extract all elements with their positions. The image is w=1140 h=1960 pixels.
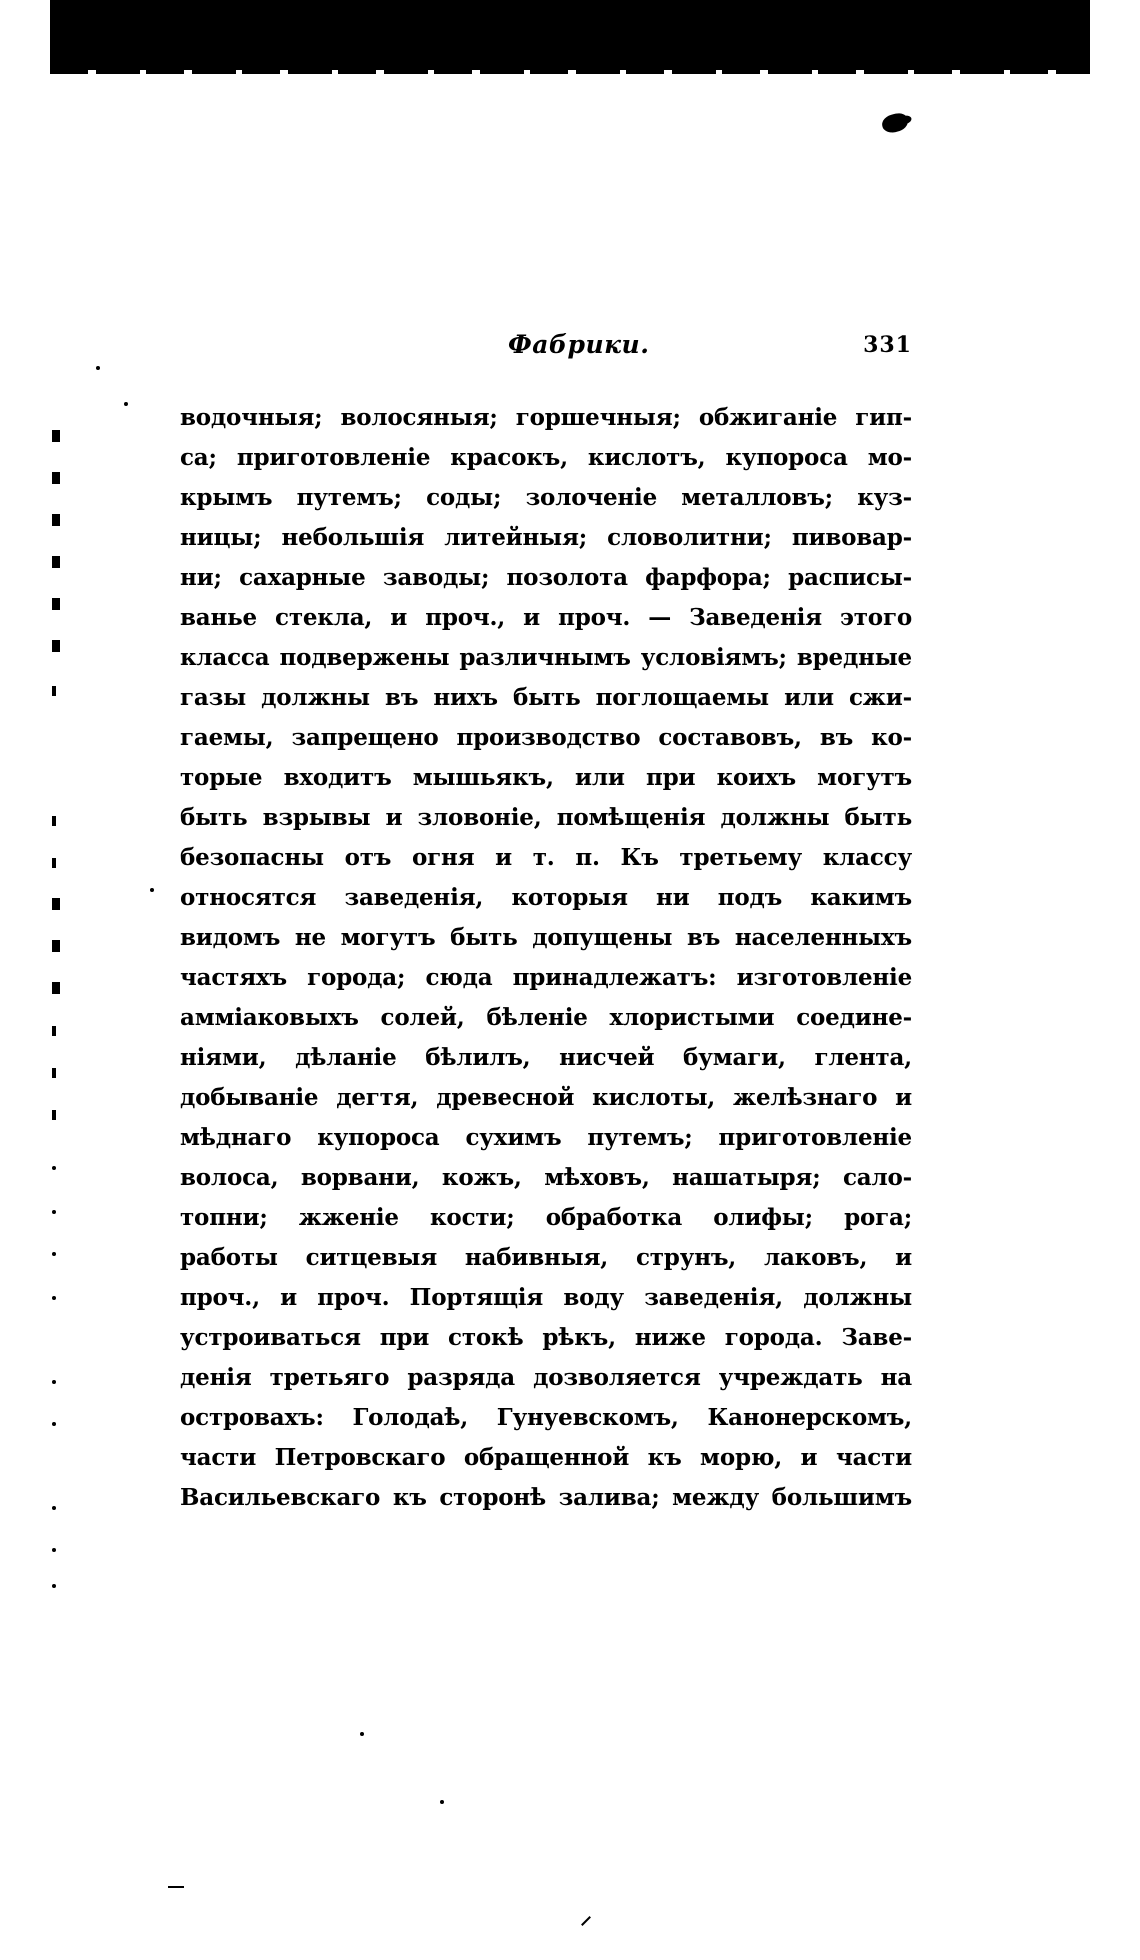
margin-bleed-mark bbox=[52, 1166, 56, 1170]
margin-bleed-mark bbox=[52, 1068, 56, 1078]
margin-bleed-mark bbox=[52, 1422, 56, 1426]
text-line: волоса, ворвани, кожъ, мѣховъ, нашатыря; сало- bbox=[180, 1164, 912, 1191]
text-line: крымъ путемъ; соды; золоченіе металловъ; куз- bbox=[180, 484, 912, 511]
margin-bleed-mark bbox=[52, 1584, 56, 1588]
margin-bleed-mark bbox=[52, 898, 60, 910]
text-line: са; приготовленіе красокъ, кислотъ, купороса мо- bbox=[180, 444, 912, 471]
text-line: ницы; небольшія литейныя; словолитни; пивовар- bbox=[180, 524, 912, 551]
scan-speck bbox=[124, 402, 128, 406]
text-line: работы ситцевыя набивныя, струнъ, лаковъ, и bbox=[180, 1244, 912, 1271]
text-line: островахъ: Голодаѣ, Гунуевскомъ, Канонерскомъ, bbox=[180, 1404, 912, 1431]
margin-bleed-mark bbox=[52, 1380, 56, 1384]
text-line: класса подвержены различнымъ условіямъ; вредные bbox=[180, 644, 912, 671]
text-line: водочныя; волосяныя; горшечныя; обжиганіе гип- bbox=[180, 404, 912, 431]
text-line: ванье стекла, и проч., и проч. — Заведенія этого bbox=[180, 604, 912, 631]
scan-speck bbox=[150, 888, 154, 892]
scan-stroke bbox=[168, 1886, 184, 1888]
body-text bbox=[180, 398, 912, 1518]
margin-bleed-mark bbox=[52, 598, 60, 610]
running-title: Фабрики. bbox=[508, 330, 650, 359]
text-line: быть взрывы и зловоніе, помѣщенія должны быть bbox=[180, 804, 912, 831]
scan-speck bbox=[360, 1732, 364, 1736]
margin-bleed-mark bbox=[52, 1506, 56, 1510]
margin-bleed-mark bbox=[52, 556, 60, 568]
scan-stroke bbox=[581, 1916, 591, 1926]
margin-bleed-mark bbox=[52, 1210, 56, 1214]
text-line: относятся заведенія, которыя ни подъ какимъ bbox=[180, 884, 912, 911]
margin-bleed-mark bbox=[52, 1026, 56, 1036]
margin-bleed-mark bbox=[52, 1252, 56, 1256]
text-line: амміаковыхъ солей, бѣленіе хлористыми соедине- bbox=[180, 1004, 912, 1031]
text-line: Васильевскаго къ сторонѣ залива; между большимъ bbox=[180, 1484, 912, 1511]
running-head bbox=[180, 330, 912, 372]
text-line: проч., и проч. Портящія воду заведенія, должны bbox=[180, 1284, 912, 1311]
margin-bleed-mark bbox=[52, 816, 56, 826]
margin-bleed-mark bbox=[52, 430, 60, 442]
ink-blot bbox=[880, 111, 909, 134]
margin-bleed-mark bbox=[52, 858, 56, 868]
text-line: ни; сахарные заводы; позолота фарфора; расписы- bbox=[180, 564, 912, 591]
margin-bleed-mark bbox=[52, 686, 56, 696]
margin-bleed-mark bbox=[52, 940, 60, 952]
margin-bleed-mark bbox=[52, 472, 60, 484]
text-line: торые входитъ мышьякъ, или при коихъ могутъ bbox=[180, 764, 912, 791]
page-number: 331 bbox=[863, 332, 912, 358]
margin-bleed-mark bbox=[52, 514, 60, 526]
text-line: безопасны отъ огня и т. п. Къ третьему классу bbox=[180, 844, 912, 871]
text-line: газы должны въ нихъ быть поглощаемы или сжи- bbox=[180, 684, 912, 711]
text-line: мѣднаго купороса сухимъ путемъ; приготовленіе bbox=[180, 1124, 912, 1151]
text-line: гаемы, запрещено производство составовъ, въ ко- bbox=[180, 724, 912, 751]
scan-top-black-band bbox=[50, 0, 1090, 70]
scan-top-band-edge bbox=[50, 66, 1090, 74]
margin-bleed-mark bbox=[52, 1296, 56, 1300]
text-line: устроиваться при стокѣ рѣкъ, ниже города. Заве- bbox=[180, 1324, 912, 1351]
text-line: денія третьяго разряда дозволяется учреждать на bbox=[180, 1364, 912, 1391]
text-line: части Петровскаго обращенной къ морю, и части bbox=[180, 1444, 912, 1471]
margin-bleed-mark bbox=[52, 982, 60, 994]
text-line: видомъ не могутъ быть допущены въ населенныхъ bbox=[180, 924, 912, 951]
margin-bleed-mark bbox=[52, 640, 60, 652]
scan-speck bbox=[96, 366, 100, 370]
text-line: топни; жженіе кости; обработка олифы; рога; bbox=[180, 1204, 912, 1231]
margin-bleed-mark bbox=[52, 1548, 56, 1552]
text-line: добываніе дегтя, древесной кислоты, желѣзнаго и bbox=[180, 1084, 912, 1111]
text-line: частяхъ города; сюда принадлежатъ: изготовленіе bbox=[180, 964, 912, 991]
text-line: ніями, дѣланіе бѣлилъ, нисчей бумаги, глента, bbox=[180, 1044, 912, 1071]
scan-speck bbox=[440, 1800, 444, 1804]
margin-bleed-mark bbox=[52, 1110, 56, 1120]
